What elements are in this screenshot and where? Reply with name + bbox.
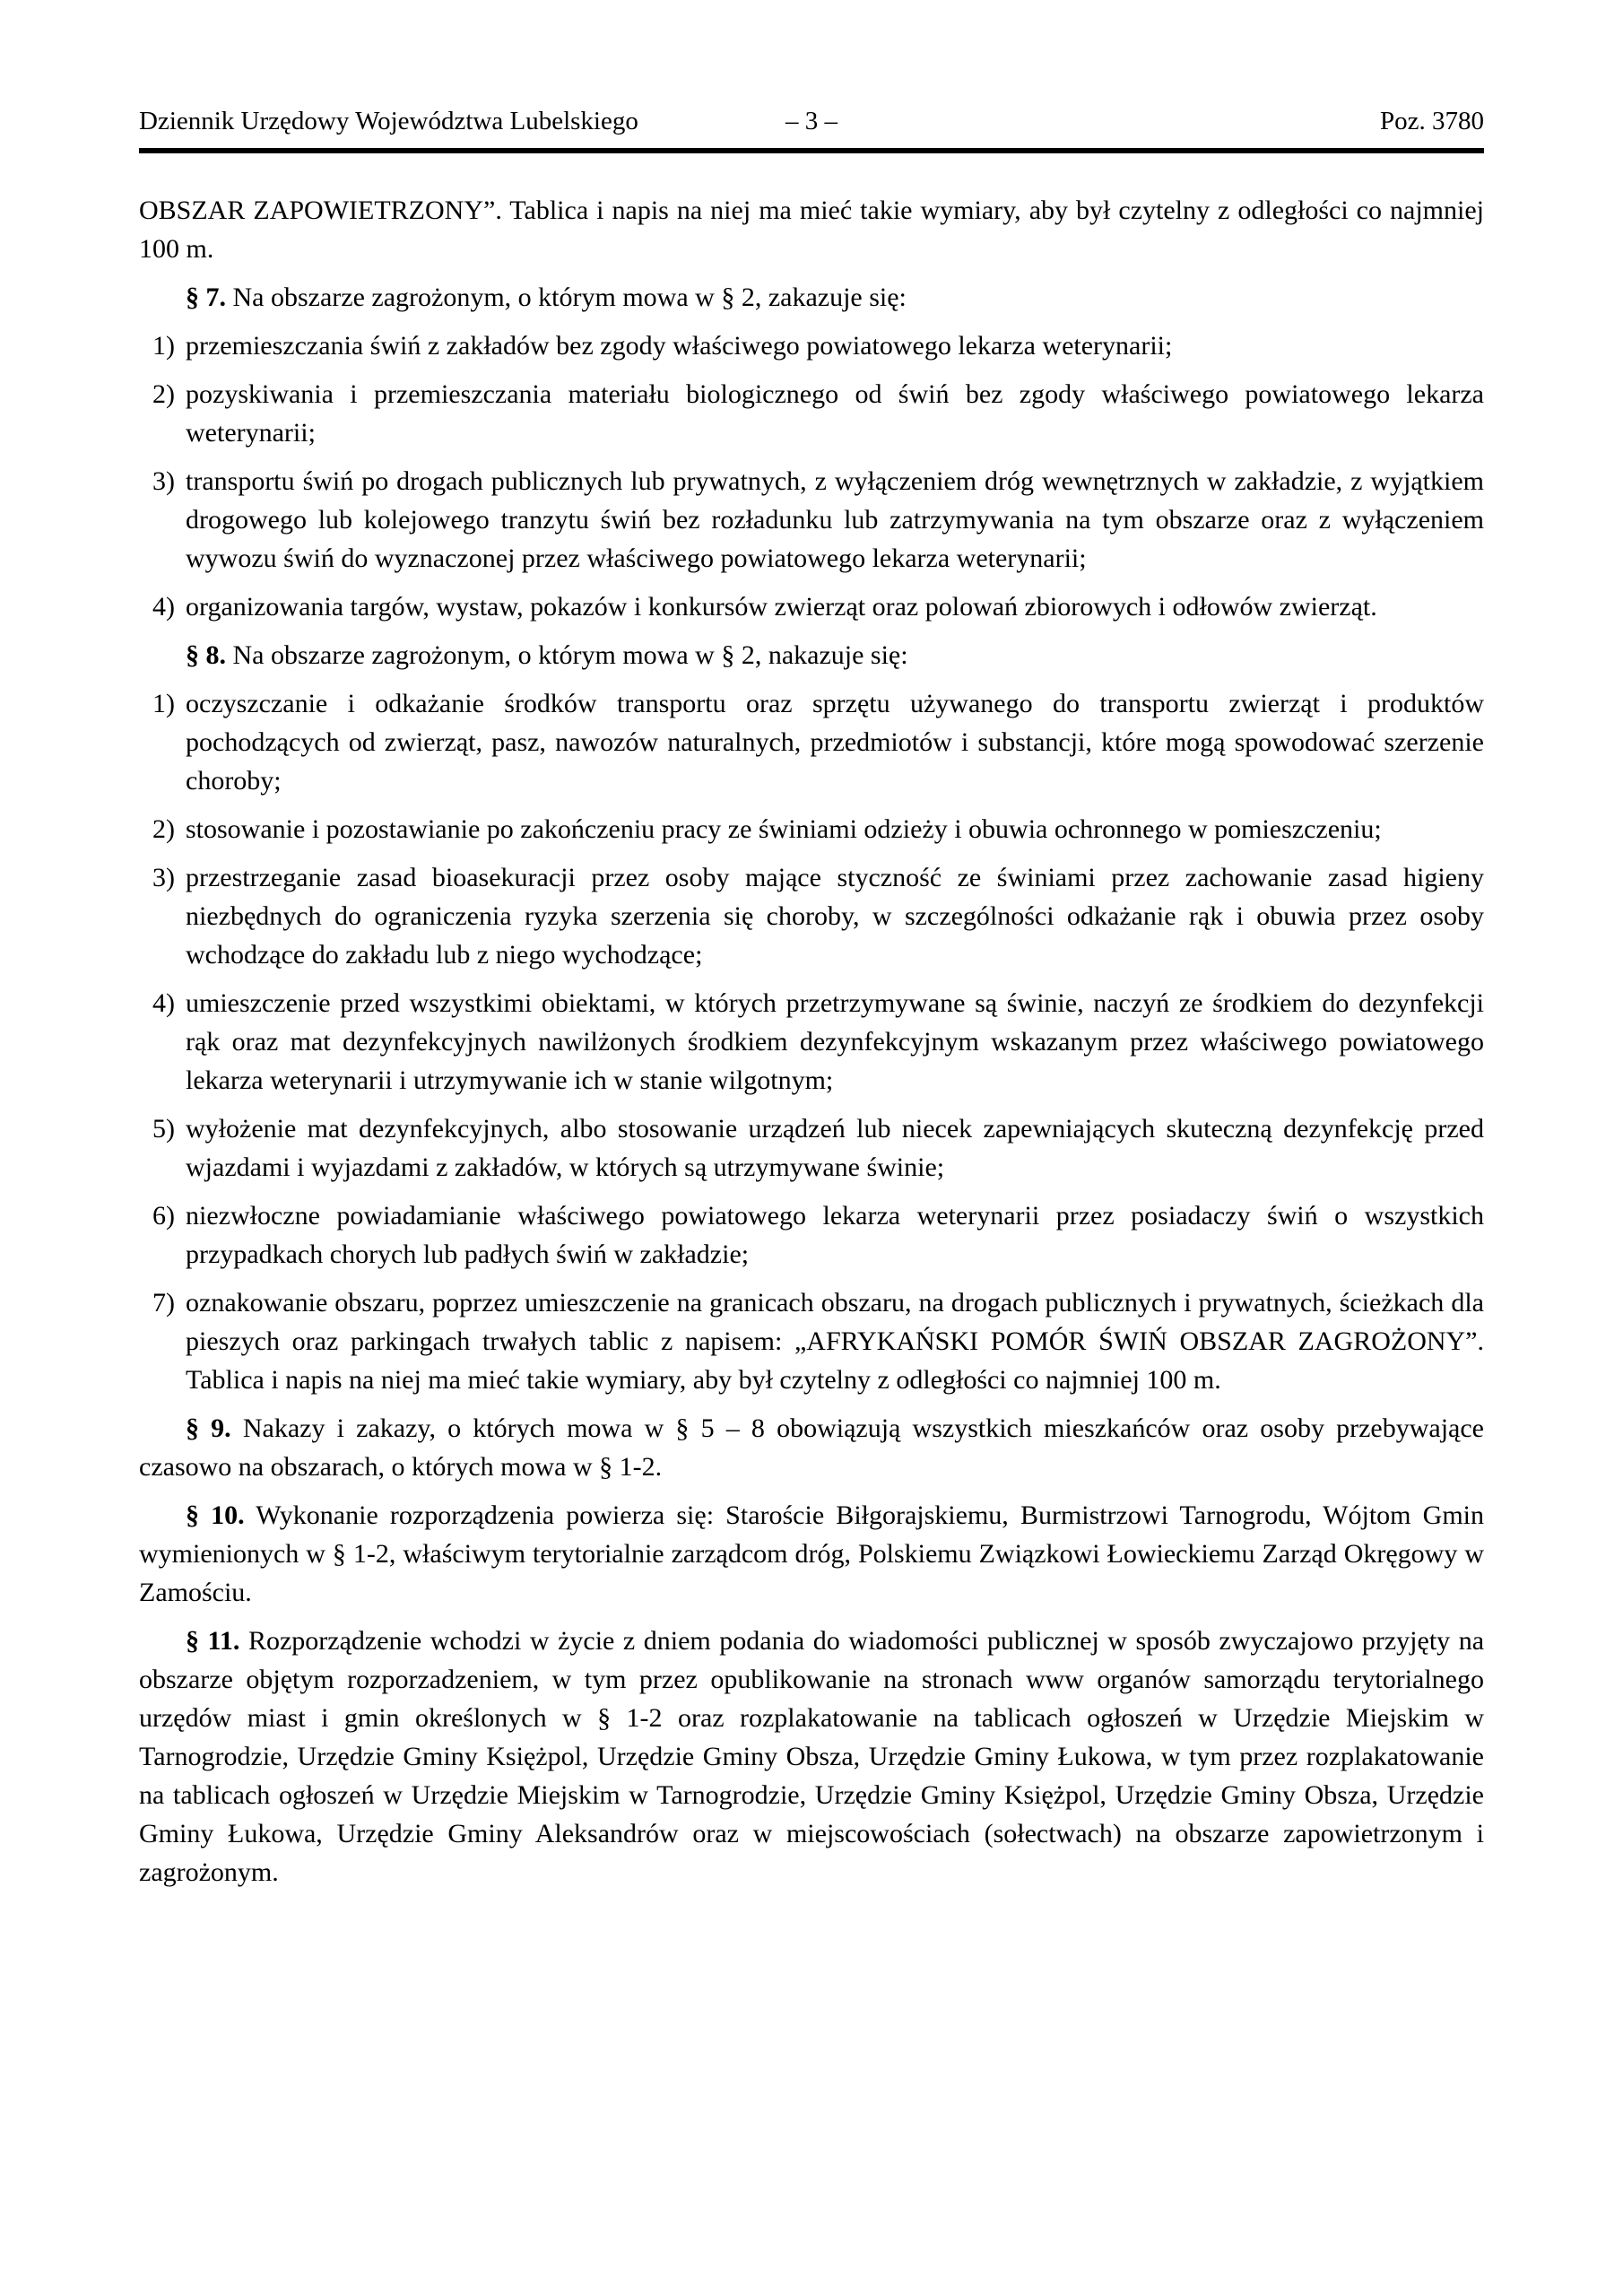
section-7-heading [139,278,1484,317]
section-8-item-3 [139,858,1484,974]
item-text: przemieszczania świń z zakładów bez zgody właściwego powiatowego lekarza weterynarii; [186,331,1173,361]
item-text: przestrzeganie zasad bioasekuracji przez osoby mające styczność ze świniami przez zachowanie zasad higieny niezbędnych do ograniczenia ryzyka szerzenia się choroby, w szczególności odkażanie rąk i obuwia przez osoby wchodzące do zakładu lub z niego wychodzące; [186,863,1484,970]
section-7-text: Na obszarze zagrożonym, o którym mowa w § 2, zakazuje się: [232,283,907,312]
section-11-number: § 11. [186,1626,240,1656]
item-text: oczyszczanie i odkażanie środków transportu oraz sprzętu używanego do transportu zwierząt i produktów pochodzących od zwierząt, pasz, nawozów naturalnych, przedmiotów i substancji, które mogą spowodować szerzenie choroby; [186,689,1484,796]
item-number: 4) [152,988,175,1018]
item-text: transportu świń po drogach publicznych lub prywatnych, z wyłączeniem dróg wewnętrznych w zakładzie, z wyjątkiem drogowego lub kolejowego tranzytu świń bez rozładunku lub zatrzymywania na tym obszarze oraz z wyłączeniem wywozu świń do wyznaczonej przez właściwego powiatowego lekarza weterynarii; [186,466,1484,573]
section-8-item-7 [139,1283,1484,1399]
item-number: 2) [152,379,175,409]
item-number: 5) [152,1114,175,1144]
item-number: 6) [152,1201,175,1231]
item-text: umieszczenie przed wszystkimi obiektami, w których przetrzymywane są świnie, naczyń ze środkiem do dezynfekcji rąk oraz mat dezynfekcyjnych nawilżonych środkiem dezynfekcyjnym wskazanym przez właściwego powiatowego lekarza weterynarii i utrzymywanie ich w stanie wilgotnym; [186,988,1484,1095]
header-rule [139,148,1484,153]
section-7-item-3 [139,462,1484,578]
section-7-item-1 [139,326,1484,365]
page-header [139,106,1484,136]
item-number: 7) [152,1288,175,1318]
section-7-item-2 [139,375,1484,452]
journal-title: Dziennik Urzędowy Województwa Lubelskiego [139,107,638,135]
section-10-paragraph [139,1496,1484,1612]
item-number: 3) [152,863,175,892]
section-7-item-4 [139,587,1484,626]
section-10-number: § 10. [186,1500,245,1530]
section-7-number: § 7. [186,283,226,312]
section-9-paragraph [139,1409,1484,1486]
section-11-text: Rozporządzenie wchodzi w życie z dniem podania do wiadomości publicznej w sposób zwyczajowo przyjęty na obszarze objętym rozporzadzeniem, w tym przez opublikowanie na stronach www organów samorządu terytorialnego urzędów miast i gmin określonych w § 1-2 oraz rozplakatowanie na tablicach ogłoszeń w Urzędzie Miejskim w Tarnogrodzie, Urzędzie Gminy Księżpol, Urzędzie Gminy Obsza, Urzędzie Gminy Łukowa, w tym przez rozplakatowanie na tablicach ogłoszeń w Urzędzie Miejskim w Tarnogrodzie, Urzędzie Gminy Księżpol, Urzędzie Gminy Obsza, Urzędzie Gminy Łukowa, Urzędzie Gminy Aleksandrów oraz w miejscowościach (sołectwach) na obszarze zapowietrzonym i zagrożonym. [139,1626,1485,1887]
item-number: 4) [152,592,175,622]
item-text: niezwłoczne powiadamianie właściwego powiatowego lekarza weterynarii przez posiadaczy świń o wszystkich przypadkach chorych lub padłych świń w zakładzie; [186,1201,1484,1269]
section-8-item-6 [139,1196,1484,1274]
section-9-number: § 9. [186,1413,231,1443]
section-8-item-4 [139,984,1484,1100]
item-text: pozyskiwania i przemieszczania materiału biologicznego od świń bez zgody właściwego powiatowego lekarza weterynarii; [186,379,1484,448]
section-8-number: § 8. [186,640,226,670]
section-8-heading [139,636,1484,674]
section-8-text: Na obszarze zagrożonym, o którym mowa w § 2, nakazuje się: [232,640,908,670]
item-text: organizowania targów, wystaw, pokazów i konkursów zwierząt oraz polowań zbiorowych i odłowów zwierząt. [186,592,1377,622]
position-number: Poz. 3780 [1380,107,1484,135]
section-8-item-1 [139,684,1484,800]
section-8-item-2 [139,810,1484,848]
section-10-text: Wykonanie rozporządzenia powierza się: Staroście Biłgorajskiemu, Burmistrzowi Tarnogrodu, Wójtom Gmin wymienionych w § 1-2, właściwym terytorialnie zarządcom dróg, Polskiemu Związkowi Łowieckiemu Zarząd Okręgowy w Zamościu. [139,1500,1484,1607]
item-text: wyłożenie mat dezynfekcyjnych, albo stosowanie urządzeń lub niecek zapewniających skuteczną dezynfekcję przed wjazdami i wyjazdami z zakładów, w których są utrzymywane świnie; [186,1114,1484,1182]
section-8-item-5 [139,1109,1484,1187]
page-number: – 3 – [785,107,838,135]
item-number: 2) [152,814,175,844]
section-9-text: Nakazy i zakazy, o których mowa w § 5 – 8 obowiązują wszystkich mieszkańców oraz osoby przebywające czasowo na obszarach, o których mowa w § 1-2. [139,1413,1484,1482]
document-body [139,191,1484,1892]
item-number: 3) [152,466,175,496]
item-number: 1) [152,331,175,361]
intro-continuation-paragraph: OBSZAR ZAPOWIETRZONY”. Tablica i napis na niej ma mieć takie wymiary, aby był czytelny z odległości co najmniej 100 m. [139,196,1484,264]
item-text: oznakowanie obszaru, poprzez umieszczenie na granicach obszaru, na drogach publicznych i prywatnych, ścieżkach dla pieszych oraz parkingach trwałych tablic z napisem: „AFRYKAŃSKI POMÓR ŚWIŃ OBSZAR ZAGROŻONY”. Tablica i napis na niej ma mieć takie wymiary, aby był czytelny z odległości co najmniej 100 m. [186,1288,1484,1395]
item-number: 1) [152,689,175,718]
item-text: stosowanie i pozostawianie po zakończeniu pracy ze świniami odzieży i obuwia ochronnego w pomieszczeniu; [186,814,1382,844]
section-11-paragraph [139,1622,1484,1892]
